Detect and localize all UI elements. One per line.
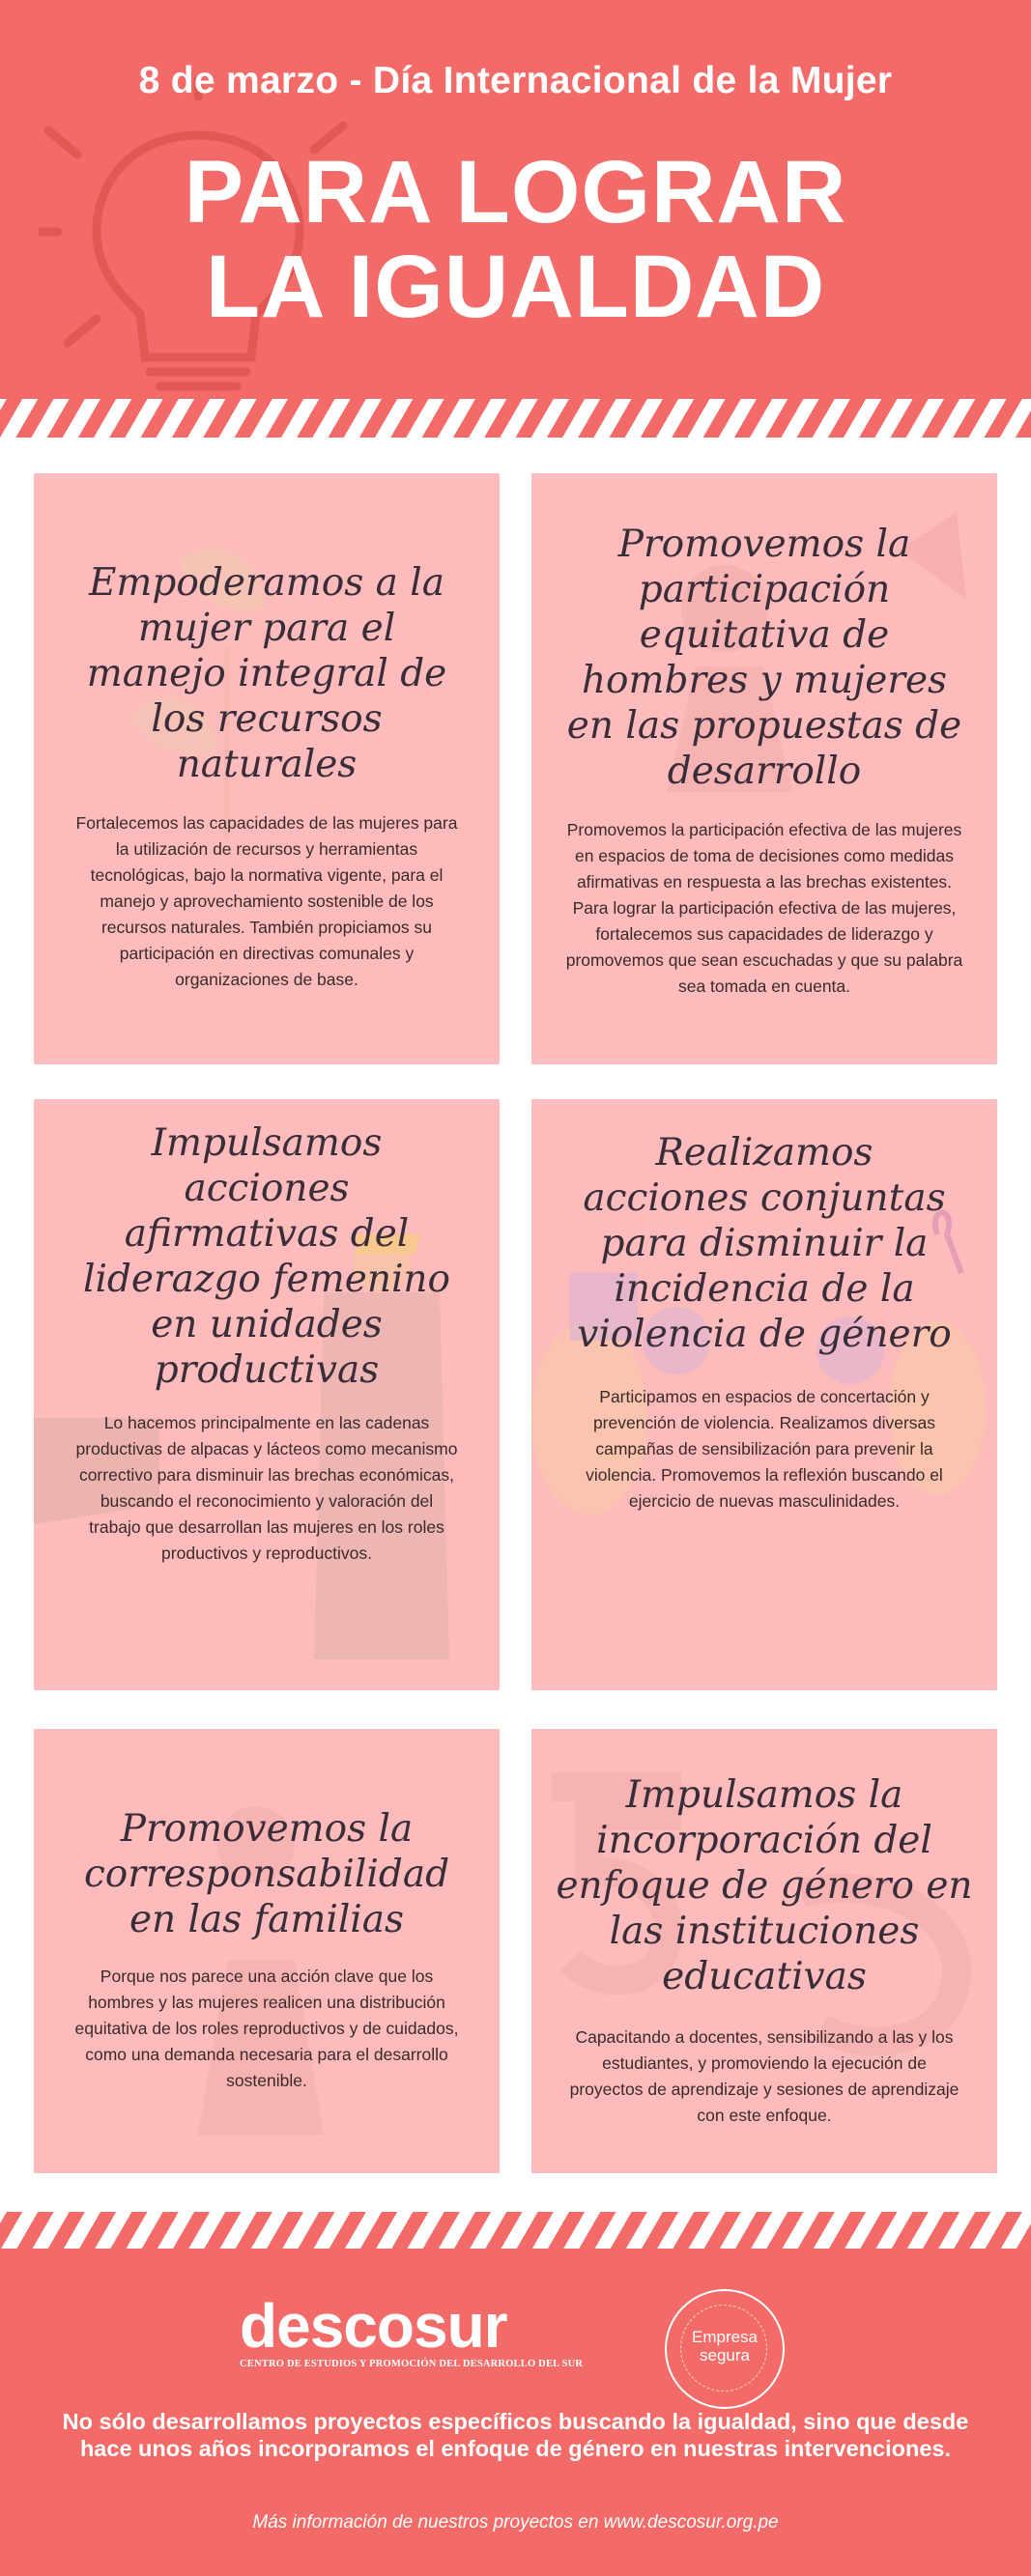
card-title: Promovemos la corresponsabilidad en las familias [83, 1807, 450, 1941]
card-title: Realizamos acciones conjuntas para disminuir la incidencia de la violencia de género [577, 1131, 952, 1356]
seal-line-1: Empresa [691, 2328, 759, 2346]
card-body: Lo hacemos principalmente en las cadenas productivas de alpacas y lácteos como mecanismo correctivo para disminuir las brechas económicas, buscando el reconocimiento y valoración del trabajo que desarrollan las mujeres en los roles productivos y reproductivos. [75, 1413, 458, 1563]
card-liderazgo-femenino [34, 1099, 500, 1690]
card-title: Impulsamos acciones afirmativas del liderazgo femenino en unidades productivas [82, 1121, 451, 1392]
seal-line-2: segura [700, 2346, 750, 2364]
header-banner [0, 0, 1031, 401]
card-violencia-genero [531, 1099, 997, 1690]
card-body: Porque nos parece una acción clave que los hombres y las mujeres realicen una distribución equitativa de los roles reproductivos y de cuidados, como una demanda necesaria para el desarrollo sostenible. [74, 1967, 459, 2090]
card-title: Empoderamos a la mujer para el manejo integral de los recursos naturales [86, 561, 447, 786]
card-body: Capacitando a docentes, sensibilizando a las y los estudiantes, y promoviendo la ejecución de proyectos de aprendizaje y sesiones de aprendizaje con este enfoque. [569, 2027, 959, 2125]
footer-statement: No sólo desarrollamos proyectos específicos buscando la igualdad, sino que desde hace unos años incorporamos el enfoque de género en nuestras intervenciones. [62, 2409, 969, 2461]
header-subtitle: 8 de marzo - Día Internacional de la Mujer [138, 60, 893, 101]
empresa-segura-seal [665, 2289, 785, 2409]
descosur-logo-subtitle: CENTRO DE ESTUDIOS Y PROMOCIÓN DEL DESARROLLO DEL SUR [240, 2359, 584, 2369]
card-corresponsabilidad [34, 1729, 500, 2173]
card-body: Promovemos la participación efectiva de las mujeres en espacios de toma de decisiones como medidas afirmativas en respuesta a las brechas existentes. Para lograr la participación efectiva de las mujeres, fortalecemos sus capacidades de liderazgo y promovemos que sean escuchadas y que su palabra sea tomada en cuenta. [565, 820, 963, 996]
descosur-logo: descosur [240, 2291, 507, 2361]
family-illustration [34, 1729, 500, 2173]
card-instituciones-educativas [531, 1729, 997, 2173]
seal-text [667, 2328, 783, 2364]
card-title: Impulsamos la incorporación del enfoque de género en las instituciones educativas [556, 1773, 973, 1998]
footer-more-info-link[interactable]: Más información de nuestros proyectos en www.descosur.org.pe [252, 2512, 779, 2533]
card-body: Fortalecemos las capacidades de las mujeres para la utilización de recursos y herramientas tecnológicas, bajo la normativa vigente, para el manejo y aprovechamiento sostenible de los recursos naturales. También propiciamos su participación en directivas comunales y organizaciones de base. [75, 813, 458, 989]
card-recursos-naturales [34, 473, 500, 1064]
card-participacion-equitativa [531, 473, 997, 1064]
top-stripe-divider [0, 399, 1031, 438]
card-title: Promovemos la participación equitativa de hombres y mujeres en las propuestas de desarrollo [566, 523, 962, 793]
title-line-1: PARA LOGRAR [184, 143, 847, 241]
title-line-2: LA IGUALDAD [205, 238, 826, 336]
page-title [0, 145, 1031, 334]
bottom-stripe-divider [0, 2212, 1031, 2250]
card-body: Participamos en espacios de concertación y prevención de violencia. Realizamos diversas campañas de sensibilización para prevenir la violencia. Promovemos la reflexión buscando el ejercicio de nuevas masculinidades. [586, 1387, 943, 1511]
